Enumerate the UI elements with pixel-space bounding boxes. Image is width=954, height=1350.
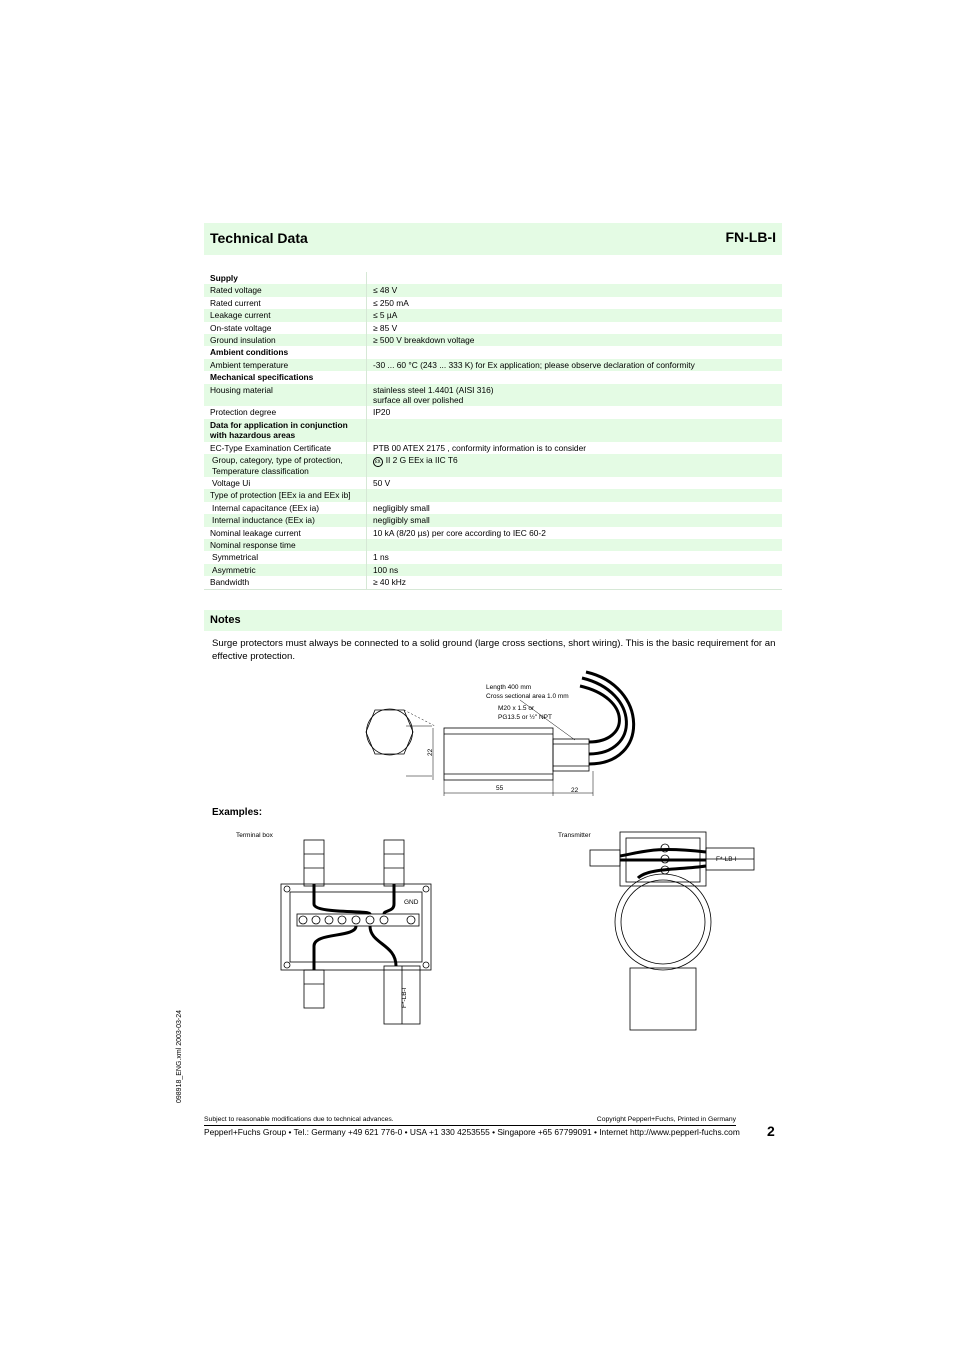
spec-label: Mechanical specifications	[204, 371, 367, 383]
notes-text: Surge protectors must always be connected to a solid ground (large cross sections, short wiring). This is the basic requirement for an effective protection.	[212, 638, 776, 662]
spec-row	[204, 334, 782, 346]
spec-value: stainless steel 1.4401 (AISI 316) surface all over polished	[367, 384, 783, 407]
dim-body-label: 55	[496, 785, 504, 792]
spec-label: Internal capacitance (EEx ia)	[204, 502, 367, 514]
spec-label: Rated current	[204, 297, 367, 309]
cable-gland-left	[590, 850, 620, 866]
footer-contact: Pepperl+Fuchs Group • Tel.: Germany +49 621 776-0 • USA +1 330 4253555 • Singapore +65 67799091 • Internet http://www.pepperl-fuchs.com	[204, 1127, 740, 1137]
page-header	[204, 223, 782, 255]
spec-label: Group, category, type of protection, Temperature classification	[204, 454, 367, 477]
spec-row	[204, 371, 782, 383]
spec-label: Protection degree	[204, 406, 367, 418]
spec-value: negligibly small	[367, 514, 783, 526]
spec-row	[204, 539, 782, 551]
spec-value: ≤ 250 mA	[373, 297, 409, 308]
spec-label: Supply	[204, 272, 367, 284]
dim-hex-label: 22	[427, 748, 434, 756]
spec-value: -30 ... 60 °C (243 ... 333 K) for Ex application; please observe declaration of conformity	[367, 359, 783, 371]
spec-value: ≥ 85 V	[373, 322, 398, 333]
spec-row	[204, 477, 782, 489]
spec-label: Leakage current	[204, 309, 367, 321]
spec-value	[367, 371, 783, 383]
spec-row	[204, 551, 782, 563]
spec-value: 100 ns	[367, 564, 783, 576]
spec-value: ≤ 5 µA	[367, 309, 783, 321]
spec-value: 50 V	[373, 477, 391, 488]
gland-bottom-left	[304, 970, 324, 1008]
spec-label: On-state voltage	[204, 322, 367, 334]
spec-value	[367, 419, 783, 442]
footer-copyright: Copyright Pepperl+Fuchs, Printed in Germany	[596, 1116, 736, 1123]
spec-value	[367, 272, 783, 284]
spec-value: ≥ 40 kHz	[367, 576, 783, 589]
document-id: 098918_ENG.xml 2003-03-24	[176, 1009, 183, 1103]
ex-symbol-icon: εx	[375, 459, 381, 466]
spec-row	[204, 346, 782, 358]
spec-value: 10 kA (8/20 µs) per core according to IEC 60-2	[373, 527, 546, 538]
dimension-drawing	[340, 676, 640, 800]
spec-row	[204, 576, 782, 589]
hex-inner-circle	[367, 709, 413, 755]
product-code: FN-LB-I	[725, 229, 776, 245]
thread-label-1: M20 x 1.5 or	[498, 705, 535, 712]
thread-label-2: PG13.5 or ½" NPT	[498, 714, 552, 721]
spec-row	[204, 384, 782, 407]
terminal-box-diagram	[236, 828, 446, 1024]
spec-label: Voltage Ui	[204, 477, 367, 489]
spec-label: Ambient conditions	[204, 346, 367, 358]
page-number: 2	[767, 1123, 775, 1139]
footer-disclaimer: Subject to reasonable modifications due to technical advances.	[204, 1116, 394, 1123]
spec-value: 1 ns	[373, 552, 389, 563]
length-label: Length 400 mm	[486, 684, 532, 691]
spec-value-text: II 2 G EEx ia IIC T6	[385, 455, 458, 466]
spec-row	[204, 454, 782, 477]
spec-label: Bandwidth	[204, 576, 367, 589]
spec-row	[204, 514, 782, 526]
spec-value: ≥ 500 V breakdown voltage	[367, 334, 783, 346]
spec-row	[204, 442, 782, 454]
transmitter-ring	[615, 874, 711, 970]
examples-heading: Examples:	[212, 807, 263, 818]
spec-value: IP20	[373, 407, 391, 418]
spec-row	[204, 406, 782, 418]
cable-loop	[580, 672, 634, 764]
spec-label: Type of protection [EEx ia and EEx ib]	[204, 489, 367, 501]
spec-row	[204, 309, 782, 321]
spec-row	[204, 322, 782, 334]
spec-row	[204, 284, 782, 296]
notes-heading-bar	[204, 610, 782, 631]
device-label-transmitter: F*-LB-I	[716, 856, 737, 863]
spec-label: Nominal leakage current	[204, 527, 367, 539]
spec-table	[204, 272, 782, 590]
spec-value	[367, 454, 783, 477]
terminal-box-label: Terminal box	[236, 832, 273, 839]
spec-row	[204, 272, 782, 284]
spec-row	[204, 502, 782, 514]
spec-row	[204, 564, 782, 576]
device-label-terminal: F*-LB-I	[401, 987, 408, 1008]
spec-value: negligibly small	[373, 502, 430, 513]
spec-row	[204, 527, 782, 539]
footer-rule	[204, 1125, 736, 1126]
cross-section-label: Cross sectional area 1.0 mm	[486, 693, 569, 700]
spec-value: ≤ 48 V	[367, 284, 783, 296]
spec-label: Symmetrical	[204, 551, 367, 563]
spec-row	[204, 297, 782, 309]
section-title: Technical Data	[210, 230, 308, 246]
spec-label: Ground insulation	[204, 334, 367, 346]
spec-value	[367, 539, 783, 551]
dim-thread-label: 22	[571, 787, 579, 794]
transmitter-sensor	[630, 968, 696, 1030]
spec-label: EC-Type Examination Certificate	[204, 442, 367, 454]
gland-top-left	[304, 840, 324, 886]
spec-label: Data for application in conjunction with hazardous areas	[204, 419, 367, 442]
transmitter-diagram	[558, 828, 758, 1032]
gland-top-right	[384, 840, 404, 886]
spec-label: Ambient temperature	[204, 359, 367, 371]
spec-label: Asymmetric	[204, 564, 367, 576]
transmitter-label: Transmitter	[558, 832, 591, 839]
notes-heading: Notes	[210, 614, 241, 626]
spec-row	[204, 489, 782, 501]
spec-value: PTB 00 ATEX 2175 , conformity information is to consider	[373, 442, 587, 453]
spec-label: Nominal response time	[204, 539, 367, 551]
spec-value	[367, 346, 783, 358]
spec-value	[367, 489, 783, 501]
spec-label: Rated voltage	[204, 284, 367, 296]
spec-label: Housing material	[204, 384, 367, 407]
spec-label: Internal inductance (EEx ia)	[204, 514, 367, 526]
spec-row	[204, 419, 782, 442]
housing-side-view	[444, 728, 553, 780]
gnd-label: GND	[404, 899, 419, 906]
spec-row	[204, 359, 782, 371]
hex-end-view	[366, 710, 413, 754]
